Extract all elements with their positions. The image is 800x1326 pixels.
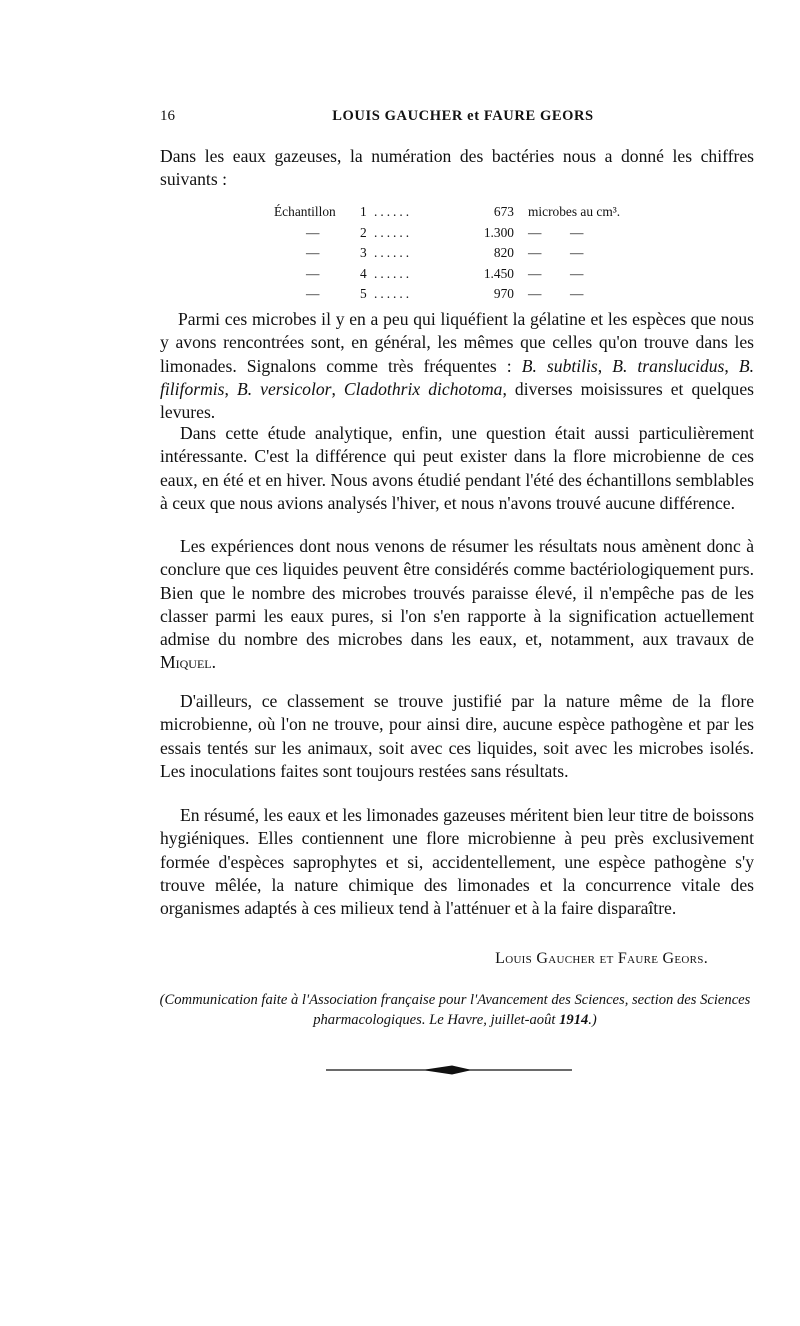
conclusion-paragraph [160, 535, 754, 675]
separator: , [224, 378, 237, 399]
leader-dots: ...... [374, 265, 413, 281]
ditto-dash: — [570, 224, 584, 240]
sample-number: 2 [360, 224, 367, 240]
ditto-dash: — [306, 224, 320, 240]
page-header [160, 108, 766, 128]
leader-dots: ...... [374, 204, 413, 219]
paragraph-text: Les expériences dont nous venons de résumer les résultats nous amènent donc à conclure que ces liquides peuvent être considérés comme bactériologiquement purs. Bien que le nombre des microbes trouvés paraisse élevé, il n'empêche pas de les classer parmi les eaux pures, si l'on s'en rapporte à la signification actuellement admise du nombre des microbes dans les eaux, et, notamment, aux travaux de [160, 536, 754, 650]
microbe-count: 1.300 [483, 224, 514, 240]
microbe-count: 820 [493, 245, 514, 260]
leader-dots: ...... [374, 224, 413, 240]
separator: , [331, 378, 344, 399]
leader-dots: ...... [374, 286, 413, 301]
paragraph-text: Parmi ces microbes il y en a peu qui liquéfient la gélatine et les espèces que nous y avons rencontrées sont, en général, les mêmes que celles qu'on trouve dans les limonades. Signalons comme très fréquentes : [160, 309, 754, 376]
samples-table [274, 204, 654, 307]
species-paragraph [160, 308, 754, 424]
table-row [274, 225, 654, 246]
table-row [274, 245, 654, 266]
period: . [211, 652, 217, 673]
ditto-dash: — [306, 286, 320, 301]
sample-number: 3 [360, 245, 367, 260]
ditto-dash: — [570, 245, 584, 260]
note-year: 1914 [559, 1012, 589, 1028]
ditto-dash: — [306, 245, 320, 260]
separator: , [597, 355, 613, 376]
microbe-count: 1.450 [483, 265, 514, 281]
sample-label: Échantillon [274, 204, 336, 219]
ditto-dash: — [306, 265, 320, 281]
ditto-dash: — [528, 265, 542, 281]
ditto-dash: — [528, 286, 542, 301]
summary-paragraph: En résumé, les eaux et les limonades gazeuses méritent bien leur titre de boissons hygiéniques. Elles contiennent une flore microbienne à peu près exclusivement formée d'espèces saprophytes et si, accidentellement, une espèce pathogène s'y trouve mêlée, la nature chimique des limonades et la concurrence vitale des organismes adaptés à ces milieux tend à l'atténuer et à la faire disparaître. [160, 805, 754, 919]
species-name: B. versicolor [236, 378, 332, 399]
microbe-count: 673 [493, 204, 514, 219]
seasonal-paragraph: Dans cette étude analytique, enfin, une question était aussi particulièrement intéressante. C'est la différence qui peut exister dans la flore microbienne de ces eaux, en été et en hiver. Nous avons étudié pendant l'été des échantillons semblables à ceux que nous avions analysés l'hiver, et nous n'avons trouvé aucune différence. [160, 423, 754, 513]
species-name: B. subtilis [521, 355, 598, 376]
ditto-dash: — [528, 224, 542, 240]
sample-number: 1 [360, 204, 367, 219]
paragraph-text: , diverses moisissures et quelques levures. [160, 378, 755, 423]
ditto-dash: — [570, 286, 584, 301]
author-name: Miquel [160, 652, 212, 673]
sample-number: 5 [360, 286, 367, 301]
note-end: .) [588, 1012, 597, 1028]
sample-number: 4 [360, 265, 367, 281]
table-row [274, 286, 654, 307]
microbe-count: 970 [493, 286, 514, 301]
note-text: (Communication faite à l'Association française pour l'Avancement des Sciences, section des Sciences pharmacologiques. Le Havre, juillet-août [159, 992, 751, 1028]
species-name: B. filiformis [160, 355, 755, 399]
ditto-dash: — [528, 245, 542, 260]
table-row [274, 204, 654, 225]
separator: , [724, 355, 739, 376]
unit-label: microbes au cm³. [528, 204, 621, 219]
running-title: LOUIS GAUCHER et FAURE GEORS [332, 108, 594, 124]
page-number: 16 [160, 108, 175, 124]
leader-dots: ...... [374, 245, 413, 260]
publication-note [150, 990, 760, 1030]
ornament-divider [326, 1063, 572, 1077]
table-row [274, 266, 654, 287]
ditto-dash: — [570, 265, 584, 281]
species-name: B. translucidus [612, 355, 725, 376]
signature: Louis Gaucher et Faure Geors. [495, 950, 708, 967]
classification-paragraph: D'ailleurs, ce classement se trouve justifié par la nature même de la flore microbienne, où l'on ne trouve, pour ainsi dire, aucune espèce pathogène et par les essais tentés sur les animaux, soit avec ces liquides, soit avec les microbes isolés. Les inoculations faites sont toujours restées sans résultats. [160, 691, 754, 781]
intro-paragraph: Dans les eaux gazeuses, la numération des bactéries nous a donné les chiffres suivants : [160, 146, 754, 190]
species-name: Cladothrix dichotoma [343, 378, 503, 399]
